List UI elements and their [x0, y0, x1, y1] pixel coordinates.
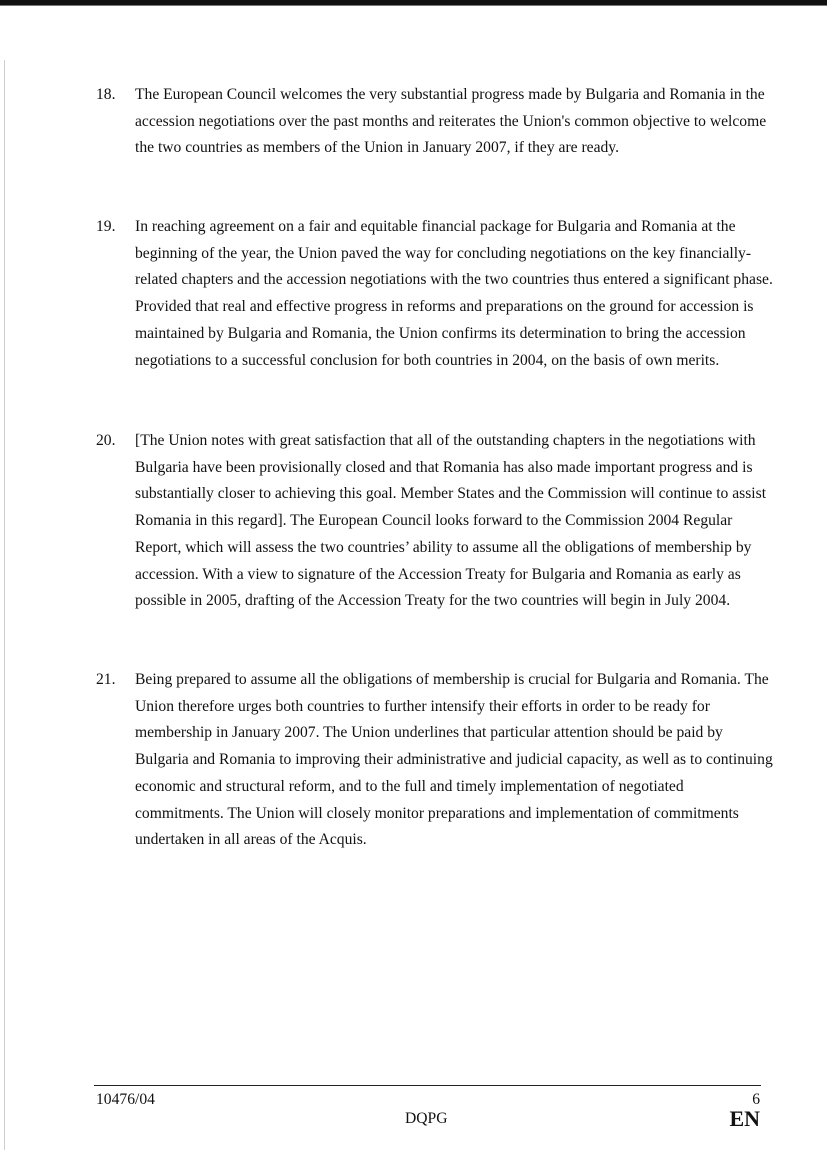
top-border-rule-thin	[0, 5, 827, 6]
footer-rule	[94, 1085, 761, 1086]
paragraph-number: 21.	[96, 671, 116, 688]
paragraph-text: In reaching agreement on a fair and equitable financial package for Bulgaria and Romania at the beginning of the year, the Union paved the way for concluding negotiations on the key financially-related chapters and the accession negotiations with the two countries thus entered a significant phase. Provided that real and effective progress in reforms and preparations on the ground for accession is maintained by Bulgaria and Romania, the Union confirms its determination to bring the accession negotiations to a successful conclusion for both countries in 2004, on the basis of own merits.	[135, 218, 773, 369]
paragraph-text: [The Union notes with great satisfaction that all of the outstanding chapters in the negotiations with Bulgaria have been provisionally closed and that Romania has also made important progress and is substantially closer to achieving this goal. Member States and the Commission will continue to assist Romania in this regard]. The European Council looks forward to the Commission 2004 Regular Report, which will assess the two countries’ ability to assume all the obligations of membership by accession. With a view to signature of the Accession Treaty for Bulgaria and Romania as early as possible in 2005, drafting of the Accession Treaty for the two countries will begin in July 2004.	[135, 432, 767, 610]
paragraph-number: 19.	[96, 218, 116, 235]
unit-code: DQPG	[405, 1110, 448, 1127]
paragraph-text: The European Council welcomes the very substantial progress made by Bulgaria and Romania in the accession negotiations over the past months and reiterates the Union's common objective to welcome the two countries as members of the Union in January 2007, if they are ready.	[135, 86, 767, 157]
paragraph-20	[96, 428, 776, 615]
paragraph-21	[96, 667, 776, 854]
document-reference: 10476/04	[96, 1091, 155, 1108]
paragraph-19	[96, 214, 776, 374]
language-code: EN	[729, 1106, 760, 1131]
paragraph-number: 18.	[96, 86, 116, 103]
paragraph-text: Being prepared to assume all the obligations of membership is crucial for Bulgaria and Romania. The Union therefore urges both countries to further intensify their efforts in order to be ready for membership in January 2007. The Union underlines that particular attention should be paid by Bulgaria and Romania to improving their administrative and judicial capacity, as well as to continuing economic and structural reform, and to the full and timely implementation of negotiated commitments. The Union will closely monitor preparations and implementation of commitments undertaken in all areas of the Acquis.	[135, 671, 773, 849]
page-number: 6	[752, 1091, 760, 1108]
paragraph-18	[96, 82, 776, 162]
paragraph-number: 20.	[96, 432, 116, 449]
scan-margin-line	[4, 60, 5, 1150]
